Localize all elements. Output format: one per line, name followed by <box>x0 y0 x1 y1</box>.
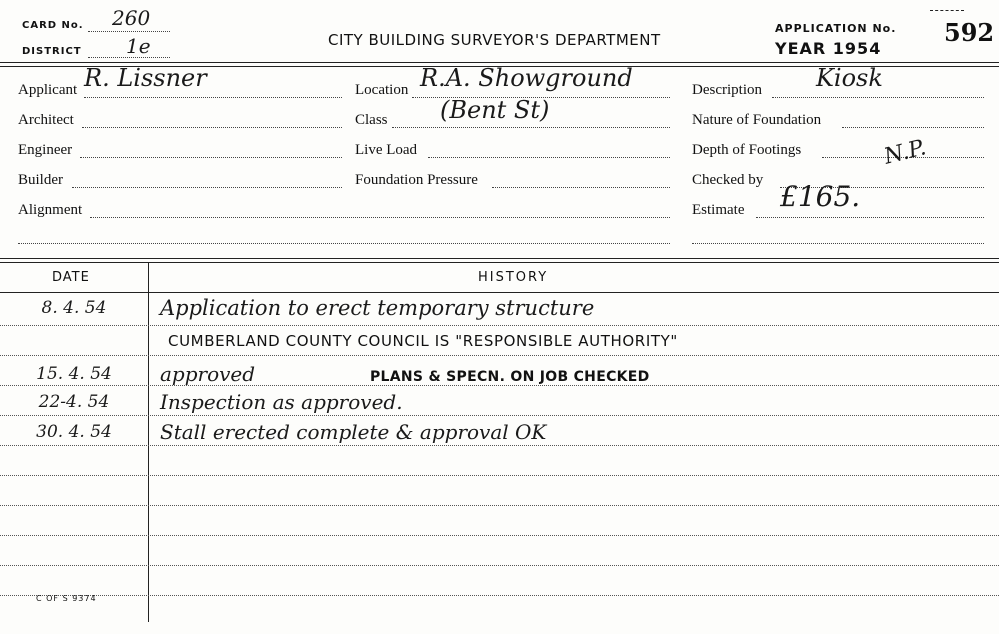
table-row <box>0 416 999 446</box>
depth-value: N.P. <box>881 135 929 170</box>
location-value-2: (Bent St) <box>440 96 550 124</box>
table-row <box>0 566 999 596</box>
applicant-value: R. Lissner <box>84 64 207 92</box>
card-no-label: CARD No. <box>22 20 84 31</box>
date-column-header: DATE <box>52 270 90 285</box>
district-label: DISTRICT <box>22 46 82 57</box>
architect-label: Architect <box>18 112 74 128</box>
department-title: CITY BUILDING SURVEYOR'S DEPARTMENT <box>328 31 661 49</box>
year-label: YEAR 1954 <box>775 39 882 58</box>
table-row <box>0 296 999 326</box>
table-row <box>0 356 999 386</box>
estimate-label: Estimate <box>692 202 745 218</box>
table-row <box>0 386 999 416</box>
approval-stamp: PLANS & SPECN. ON JOB CHECKED <box>370 369 650 385</box>
table-row <box>0 326 999 356</box>
estimate-value: £165. <box>780 180 861 213</box>
history-entry: Application to erect temporary structure <box>160 296 595 320</box>
history-entry: Inspection as approved. <box>160 390 403 414</box>
history-date: 22-4. 54 <box>38 392 110 412</box>
description-value: Kiosk <box>816 64 883 92</box>
alignment-label: Alignment <box>18 202 83 218</box>
engineer-label: Engineer <box>18 142 73 158</box>
applicant-label: Applicant <box>18 82 78 98</box>
history-date: 15. 4. 54 <box>36 364 112 384</box>
application-no-label: APPLICATION No. <box>775 22 897 35</box>
form-code: C OF S 9374 <box>36 594 97 603</box>
history-entry: CUMBERLAND COUNTY COUNCIL IS "RESPONSIBLE AUTHORITY" <box>168 332 678 350</box>
depth-of-footings-label: Depth of Footings <box>692 142 802 158</box>
history-entry: approved <box>160 362 256 386</box>
builder-label: Builder <box>18 172 63 188</box>
history-date: 8. 4. 54 <box>41 298 107 318</box>
table-row <box>0 446 999 476</box>
table-row <box>0 506 999 536</box>
nature-of-foundation-label: Nature of Foundation <box>692 112 822 128</box>
live-load-label: Live Load <box>355 142 418 158</box>
card-no-value: 260 <box>112 6 151 30</box>
history-date: 30. 4. 54 <box>36 422 112 442</box>
description-label: Description <box>692 82 762 98</box>
table-row <box>0 536 999 566</box>
history-column-header: HISTORY <box>478 270 549 285</box>
table-row <box>0 476 999 506</box>
history-entry: Stall erected complete & approval OK <box>160 420 547 444</box>
checked-by-label: Checked by <box>692 172 764 188</box>
class-label: Class <box>355 112 388 128</box>
district-value: 1e <box>126 34 151 58</box>
application-no-value: 592 <box>944 18 995 47</box>
foundation-pressure-label: Foundation Pressure <box>355 172 478 188</box>
location-value: R.A. Showground <box>420 64 633 92</box>
location-label: Location <box>355 82 409 98</box>
